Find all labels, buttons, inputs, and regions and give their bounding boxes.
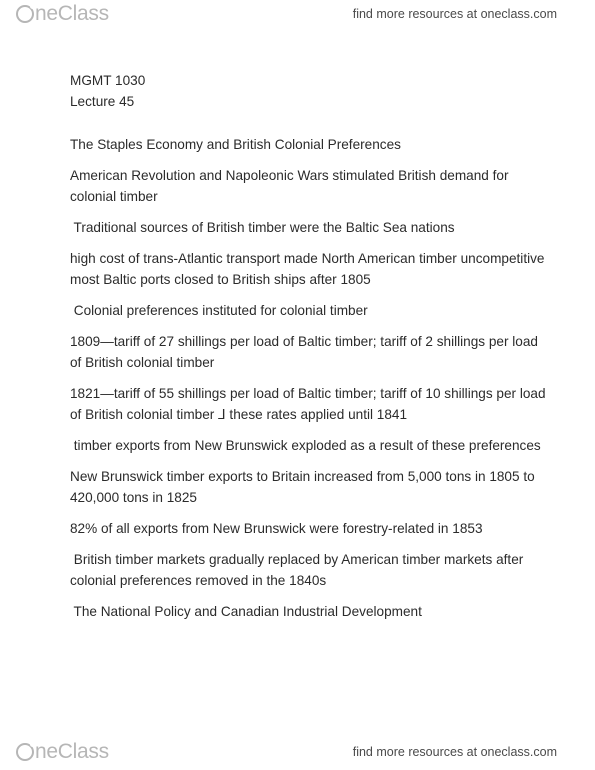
logo-text-ne: ne [35,2,58,25]
logo-text-class: Class [57,740,109,763]
paragraph-4: high cost of trans-Atlantic transport made North American timber uncompetitive most Baltic ports closed to British ships after 1805 [70,251,545,287]
paragraph-10: 82% of all exports from New Brunswick were forestry-related in 1853 [70,521,483,536]
logo-text-class: Class [57,2,109,25]
paragraph-12: The National Policy and Canadian Industrial Development [70,604,422,619]
paragraph-7: 1821—tariff of 55 shillings per load of Baltic timber; tariff of 10 shillings per load of British colonial timber ⅃ these rates applied until 1841 [70,386,546,422]
paragraph-5: Colonial preferences instituted for colonial timber [70,303,368,318]
paragraph-2: American Revolution and Napoleonic Wars stimulated British demand for colonial timber [70,168,509,204]
page-footer [0,738,595,768]
course-code: MGMT 1030 [70,73,146,88]
logo-text-ne: ne [35,740,58,763]
paragraph-6: 1809—tariff of 27 shillings per load of Baltic timber; tariff of 2 shillings per load of British colonial timber [70,334,538,370]
logo-o-icon [16,5,34,23]
paragraph-11: British timber markets gradually replaced by American timber markets after colonial preferences removed in the 1840s [70,552,528,588]
lecture-number: Lecture 45 [70,94,135,109]
oneclass-logo-footer[interactable] [16,740,109,764]
paragraph-8: timber exports from New Brunswick exploded as a result of these preferences [70,438,541,453]
paragraph-9: New Brunswick timber exports to Britain increased from 5,000 tons in 1805 to 420,000 tons in 1825 [70,469,535,505]
resources-link[interactable]: find more resources at oneclass.com [352,7,557,21]
oneclass-logo[interactable] [16,2,109,26]
document-body [70,70,550,622]
paragraph-1: The Staples Economy and British Colonial Preferences [70,137,401,152]
page-header [0,0,595,30]
paragraph-3: Traditional sources of British timber were the Baltic Sea nations [70,220,455,235]
logo-o-icon [16,743,34,761]
resources-link-footer[interactable]: find more resources at oneclass.com [352,745,557,759]
